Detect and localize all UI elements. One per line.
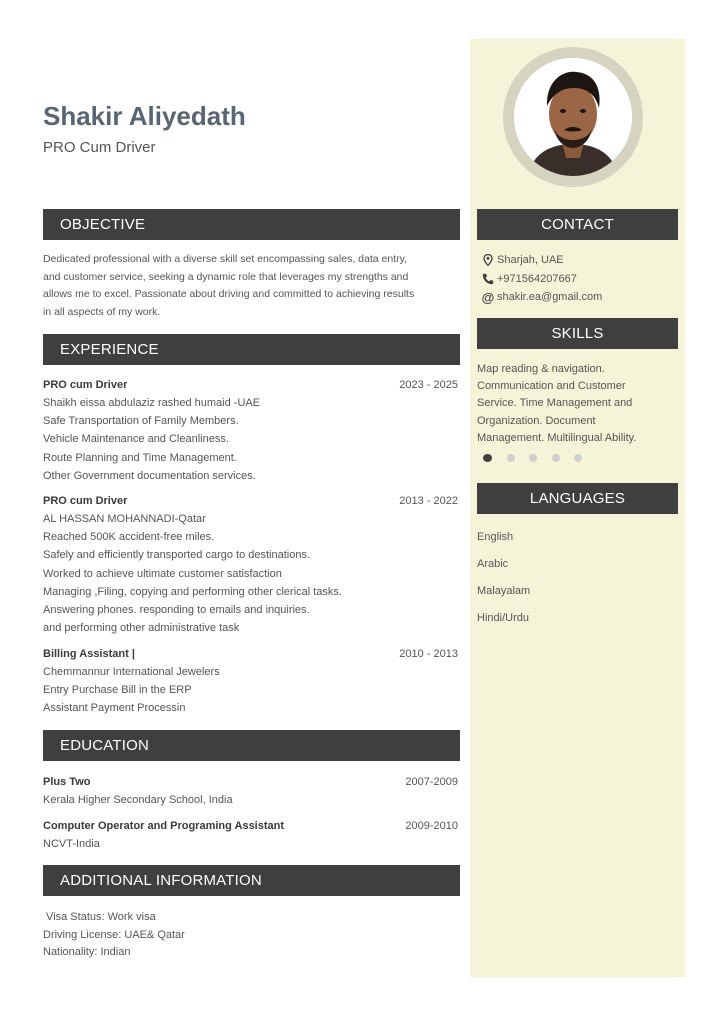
additional-info-header: ADDITIONAL INFORMATION (43, 865, 460, 896)
objective-line: Dedicated professional with a diverse skill set encompassing sales, data entry, (43, 253, 407, 265)
job-detail: Reached 500K accident-free miles. (43, 531, 215, 544)
job-dates: 2013 - 2022 (399, 495, 458, 507)
language-item: Hindi/Urdu (477, 612, 529, 624)
objective-line: in all aspects of my work. (43, 305, 161, 318)
job-detail: Answering phones. responding to emails and inquiries. (43, 603, 310, 616)
education-school: NCVT-India (43, 838, 100, 850)
education-dates: 2009-2010 (405, 820, 458, 832)
candidate-role: PRO Cum Driver (43, 139, 156, 156)
objective-header: OBJECTIVE (43, 209, 460, 240)
job-detail: Managing ,Filing, copying and performing other clerical tasks. (43, 585, 342, 598)
skill-rating (483, 454, 597, 462)
additional-line: Visa Status: Work visa (43, 911, 156, 923)
job-detail: Other Government documentation services. (43, 469, 256, 482)
additional-info (43, 909, 185, 962)
language-item: Arabic (477, 558, 509, 570)
contact-email[interactable] (479, 288, 602, 307)
job-dates: 2010 - 2013 (399, 648, 458, 660)
person-portrait-icon (514, 58, 632, 176)
job-title: PRO cum Driver (43, 379, 128, 391)
contact-list (479, 251, 602, 307)
contact-location-text: Sharjah, UAE (497, 254, 564, 267)
objective-text (43, 251, 460, 321)
experience-entry (43, 377, 458, 485)
profile-photo (514, 58, 632, 176)
education-title: Computer Operator and Programing Assistant (43, 820, 285, 832)
job-dates: 2023 - 2025 (399, 379, 458, 391)
experience-entry (43, 646, 458, 718)
objective-line: and customer service, seeking a dynamic role that leverages my strengths and (43, 270, 409, 283)
contact-header: CONTACT (477, 209, 678, 240)
location-pin-icon (479, 254, 497, 266)
job-detail: Worked to achieve ultimate customer satisfaction (43, 567, 282, 580)
skill-rating-dot (507, 454, 515, 462)
education-title: Plus Two (43, 776, 91, 788)
job-detail: Vehicle Maintenance and Cleanliness. (43, 433, 229, 446)
job-detail: Route Planning and Time Management. (43, 451, 237, 464)
contact-phone[interactable] (479, 270, 602, 289)
education-dates: 2007-2009 (405, 776, 458, 788)
phone-icon (479, 273, 497, 285)
skills-header: SKILLS (477, 318, 678, 349)
additional-line: Nationality: Indian (43, 946, 131, 958)
skill-rating-dot (574, 454, 582, 462)
skills-text (477, 361, 673, 447)
contact-email-text[interactable]: shakir.ea@gmail.com (497, 291, 603, 304)
job-title: Billing Assistant | (43, 648, 135, 660)
job-detail: Safe Transportation of Family Members. (43, 415, 239, 428)
skill-rating-dot (552, 454, 560, 462)
contact-location (479, 251, 602, 270)
education-header: EDUCATION (43, 730, 460, 761)
job-detail: Chemmannur International Jewelers (43, 666, 220, 678)
languages-list (477, 529, 530, 637)
contact-phone-text[interactable]: +971564207667 (497, 272, 577, 285)
job-detail: Entry Purchase Bill in the ERP (43, 684, 192, 697)
skills-line: Map reading & navigation. (477, 363, 605, 375)
education-entry (43, 818, 458, 853)
skills-line: Organization. Document (477, 414, 596, 427)
job-title: PRO cum Driver (43, 495, 128, 507)
job-detail: Assistant Payment Processin (43, 702, 186, 715)
at-sign-icon: @ (481, 289, 495, 305)
languages-header: LANGUAGES (477, 483, 678, 514)
additional-line: Driving License: UAE& Qatar (43, 928, 185, 941)
experience-header: EXPERIENCE (43, 334, 460, 365)
experience-entry (43, 493, 458, 637)
candidate-name: Shakir Aliyedath (43, 101, 246, 131)
skills-line: Service. Time Management and (477, 397, 633, 410)
job-detail: AL HASSAN MOHANNADI-Qatar (43, 513, 206, 525)
language-item: Malayalam (477, 585, 531, 597)
job-detail: Safely and efficiently transported cargo to destinations. (43, 549, 311, 562)
education-entry (43, 774, 458, 809)
skills-line: Communication and Customer (477, 380, 626, 393)
skills-line: Management. Multilingual Ability. (477, 431, 637, 444)
job-detail: Shaikh eissa abdulaziz rashed humaid -UAE (43, 397, 261, 409)
skill-rating-dot (483, 454, 492, 462)
language-item: English (477, 531, 514, 543)
objective-line: allows me to excel. Passionate about driving and committed to achieving results (43, 288, 415, 300)
skill-rating-dot (529, 454, 537, 462)
education-school: Kerala Higher Secondary School, India (43, 794, 233, 806)
job-detail: and performing other administrative task (43, 622, 240, 635)
